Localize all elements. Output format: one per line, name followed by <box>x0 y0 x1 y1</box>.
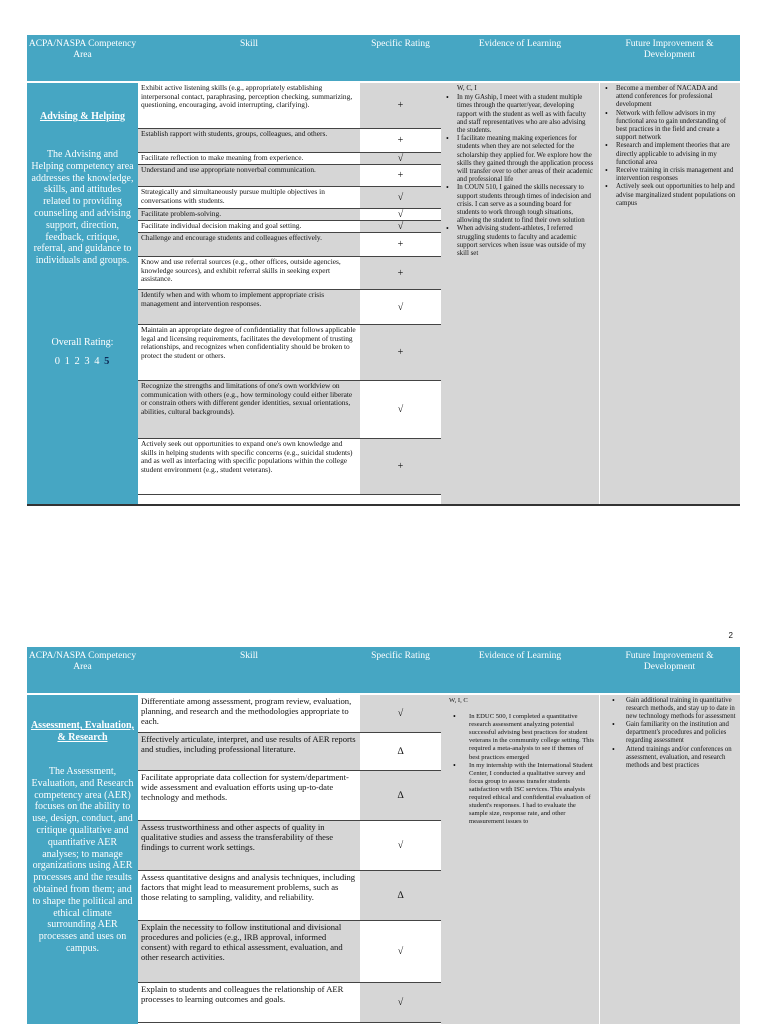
skill-text: Strategically and simultaneously pursue multiple objectives in conversations with students. <box>138 187 360 208</box>
evidence-column <box>441 695 599 1024</box>
evidence-column <box>441 83 599 506</box>
header-specific-rating: Specific Rating <box>371 39 430 49</box>
future-item: • Network with fellow advisors in my functional area to gain understanding of best practices in the field and create a support network <box>604 110 736 143</box>
skill-text: Facilitate problem-solving. <box>138 209 360 220</box>
skill-rating: ∆ <box>360 733 441 770</box>
evidence-code: W, I, C <box>449 697 468 704</box>
table-row <box>138 871 441 921</box>
page-number: 2 <box>728 631 733 640</box>
evidence-item: • In COUN 510, I gained the skills necessary to support students through times of indecision and crisis. I can serve as a sounding board for students to work through tough situations, allowing the student to find their own solution <box>445 184 595 225</box>
competency-description: The Advising and Helping competency area addresses the knowledge, skills, and attitudes related to providing counseling and advising support, direction, feedback, critique, referral, and guidance to individuals and groups. <box>31 149 134 267</box>
skill-rating: √ <box>360 983 441 1022</box>
future-item: • Gain additional training in quantitative research methods, and stay up to date in new technology methods for assessment <box>604 697 736 721</box>
skills-column <box>138 695 441 1023</box>
competency-cell <box>27 83 138 506</box>
skill-text: Identify when and with whom to implement appropriate crisis management and intervention responses. <box>138 290 360 324</box>
skill-rating: + <box>360 165 441 186</box>
skill-rating: √ <box>360 221 441 232</box>
competency-cell <box>27 695 138 1024</box>
skill-rating: √ <box>360 187 441 208</box>
skill-rating: √ <box>360 209 441 220</box>
rating-option: 0 <box>54 355 61 367</box>
header-evidence: Evidence of Learning <box>478 651 562 661</box>
table-row <box>138 153 441 165</box>
evidence-item: • I facilitate meaning making experiences for students when they are not selected for the scholarship they applied for. We explore how the skills they gained through the application process will transfer over to other areas of their academic and professional life <box>445 135 595 184</box>
competency-title: Advising & Helping <box>39 111 126 122</box>
skill-text: Explain the necessity to follow institutional and divisional procedures and policies (e.g., IRB approval, informed consent) with regard to ethical assessment, evaluation, and other research activities. <box>138 921 360 982</box>
table-row <box>138 129 441 153</box>
future-item: • Receive training in crisis management and intervention responses <box>604 167 736 183</box>
table-row <box>138 83 441 129</box>
skill-text: Actively seek out opportunities to expand one's own knowledge and skills in helping students with specific concerns (e.g., suicidal students) and as well as interfacing with specific populations within the college student environment (e.g., student veterans). <box>138 439 360 494</box>
skill-text: Facilitate appropriate data collection for system/department-wide assessment and evaluation efforts using up-to-date technology and methods. <box>138 771 360 820</box>
skill-text: Facilitate reflection to make meaning from experience. <box>138 153 360 164</box>
table-row <box>138 209 441 221</box>
skill-text: Know and use referral sources (e.g., other offices, outside agencies, knowledge sources), and exhibit referral skills in seeking expert assistance. <box>138 257 360 289</box>
future-column <box>599 695 740 1024</box>
table-row <box>138 233 441 257</box>
table-header <box>27 35 740 81</box>
skill-rating: + <box>360 439 441 494</box>
rating-option: 2 <box>74 355 81 367</box>
header-skill: Skill <box>240 651 258 661</box>
table-row <box>138 221 441 233</box>
header-future: Future Improvement & Development <box>625 651 714 672</box>
competency-title: Assessment, Evaluation, & Research <box>30 720 135 743</box>
skill-rating: √ <box>360 821 441 870</box>
header-evidence: Evidence of Learning <box>478 39 562 49</box>
skill-rating: √ <box>360 290 441 324</box>
skill-text: Recognize the strengths and limitations of one's own worldview on communication with others (e.g., how terminology could either liberate or constrain others with different gender identities, sexual orientations, abilities, cultural backgrounds). <box>138 381 360 438</box>
evidence-item: • In my GAship, I meet with a student multiple times through the quarter/year, developing rapport with the student as well as with faculty and staff representatives who are also advising the students. <box>445 94 595 135</box>
skill-text: Exhibit active listening skills (e.g., appropriately establishing interpersonal contact, paraphrasing, perception checking, summarizing, questioning, encouraging, avoid interrupting, clarifying). <box>138 83 360 128</box>
competency-table-advising <box>27 35 740 506</box>
table-row <box>138 983 441 1023</box>
rating-option: 1 <box>64 355 71 367</box>
competency-description: The Assessment, Evaluation, and Research competency area (AER) focuses on the ability to use, design, conduct, and critique qualitative and quantitative AER analyses; to manage organizations using AER processes and the results obtained from them; and to shape the political and ethical climate surrounding AER processes and uses on campus. <box>31 766 134 954</box>
competency-table-assessment <box>27 647 740 1024</box>
skill-rating: √ <box>360 921 441 982</box>
table-row <box>138 439 441 495</box>
table-row <box>138 165 441 187</box>
skill-rating: + <box>360 129 441 152</box>
future-item: • Research and implement theories that are directly applicable to advising in my functional area <box>604 142 736 167</box>
table-row <box>138 325 441 381</box>
skill-rating: √ <box>360 153 441 164</box>
skill-rating: √ <box>360 695 441 732</box>
future-item: • Become a member of NACADA and attend conferences for professional development <box>604 85 736 110</box>
skill-text: Establish rapport with students, groups, colleagues, and others. <box>138 129 360 152</box>
skill-rating: ∆ <box>360 871 441 920</box>
header-specific-rating: Specific Rating <box>371 651 430 661</box>
skill-text: Challenge and encourage students and colleagues effectively. <box>138 233 360 256</box>
evidence-item: • In EDUC 500, I completed a quantitative research assessment analyzing potential successful advising best practices for student veterans in the community college setting. This required a meta-analysis to see if themes of best practices emerged <box>445 713 595 762</box>
rating-option: 4 <box>94 355 101 367</box>
skill-text: Maintain an appropriate degree of confidentiality that follows applicable legal and licensing requirements, facilitates the development of trusting relationships, and recognizes when confidentiality should be broken to protect the student or others. <box>138 325 360 380</box>
table-header <box>27 647 740 693</box>
table-row <box>138 187 441 209</box>
skill-text: Effectively articulate, interpret, and use results of AER reports and studies, including professional literature. <box>138 733 360 770</box>
table-row <box>138 821 441 871</box>
evidence-code: W, C, I <box>457 85 477 92</box>
table-row <box>138 771 441 821</box>
skill-text: Assess trustworthiness and other aspects of quality in qualitative studies and assess the transferability of these findings to current work settings. <box>138 821 360 870</box>
evidence-item: • When advising student-athletes, I referred struggling students to faculty and academic support services when issue was outside of my skill set <box>445 225 595 258</box>
future-column <box>599 83 740 506</box>
skills-column <box>138 83 441 495</box>
table-row <box>138 733 441 771</box>
header-skill: Skill <box>240 39 258 49</box>
future-item: • Attend trainings and/or conferences on assessment, evaluation, and research methods and best practices <box>604 746 736 770</box>
overall-rating-scale <box>27 356 138 367</box>
table-row <box>138 695 441 733</box>
skill-rating: + <box>360 257 441 289</box>
table-row <box>138 921 441 983</box>
skill-text: Explain to students and colleagues the relationship of AER processes to learning outcomes and goals. <box>138 983 360 1022</box>
future-item: • Gain familiarity on the institution and department's procedures and policies regarding assessment <box>604 721 736 745</box>
header-future: Future Improvement & Development <box>625 39 714 60</box>
skill-text: Understand and use appropriate nonverbal communication. <box>138 165 360 186</box>
skill-rating: ∆ <box>360 771 441 820</box>
skill-text: Facilitate individual decision making and goal setting. <box>138 221 360 232</box>
skill-rating: √ <box>360 381 441 438</box>
skill-rating: + <box>360 233 441 256</box>
evidence-item: • In my internship with the International Student Center, I conducted a qualitative survey and focus group to assess transfer students satisfaction with ISC services. This analysis required ethical and confidential evaluation of student's responses. I had to evaluate the sample size, response rate, and other measurement issues to <box>445 762 595 827</box>
skill-text: Assess quantitative designs and analysis techniques, including factors that might lead to measurement problems, such as those relating to sampling, validity, and reliability. <box>138 871 360 920</box>
header-competency-area: ACPA/NASPA Competency Area <box>28 39 137 60</box>
table-row <box>138 290 441 325</box>
rating-option-selected: 5 <box>104 355 111 367</box>
skill-text: Differentiate among assessment, program review, evaluation, planning, and research and the methodologies appropriate to each. <box>138 695 360 732</box>
rating-option: 3 <box>84 355 91 367</box>
table-row <box>138 257 441 290</box>
overall-rating-label: Overall Rating: <box>51 336 114 348</box>
table-row <box>138 381 441 439</box>
skill-rating: + <box>360 325 441 380</box>
header-competency-area: ACPA/NASPA Competency Area <box>28 651 137 672</box>
skill-rating: + <box>360 83 441 128</box>
future-item: • Actively seek out opportunities to help and advise marginalized student populations on campus <box>604 183 736 208</box>
